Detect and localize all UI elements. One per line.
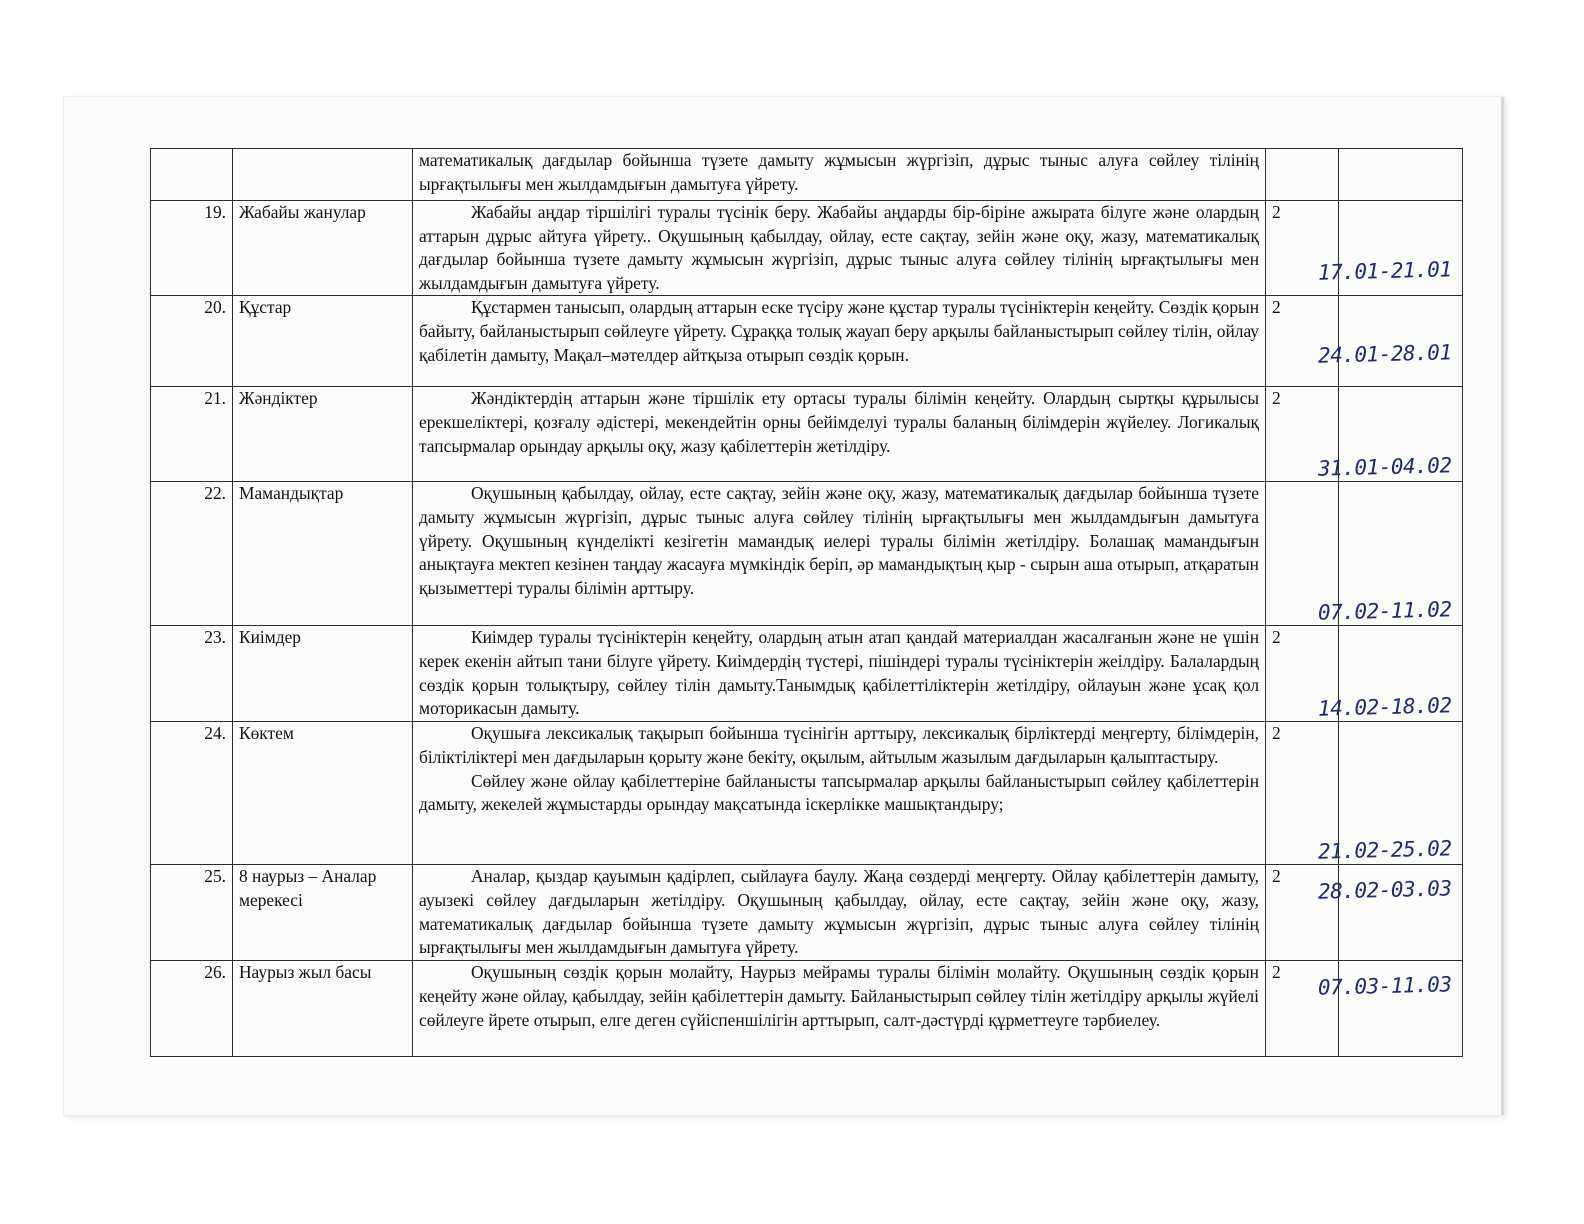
table-row bbox=[151, 149, 1463, 201]
table-row bbox=[151, 961, 1463, 1057]
hours-cell: 2 bbox=[1266, 865, 1339, 961]
table-row bbox=[151, 387, 1463, 482]
hours-cell: 2 bbox=[1266, 387, 1339, 482]
topic-cell: 8 наурыз – Аналар мерекесі bbox=[233, 865, 413, 961]
date-cell bbox=[1318, 201, 1463, 296]
topic-cell: Жәндіктер bbox=[233, 387, 413, 482]
hours-cell: 2 bbox=[1266, 201, 1339, 296]
content-cell bbox=[413, 961, 1266, 1057]
page-edge-shadow bbox=[1501, 97, 1504, 1115]
row-number: 19. bbox=[151, 201, 233, 296]
row-number: 20. bbox=[151, 296, 233, 387]
date-cell bbox=[1318, 482, 1463, 626]
content-cell bbox=[413, 722, 1266, 865]
row-number: 24. bbox=[151, 722, 233, 865]
content-paragraph: Аналар, қыздар қауымын қадірлеп, сыйлауға баулу. Жаңа сөздерді меңгерту. Ойлау қабілеттерін дамыту, ауызекі сөйлеу дағдыларын жетілдіру. Оқушының қабылдау, ойлау, есте сақтау, зейін және оқу, жазу, математикалық дағдылар бойынша түзете дамыту жұмысын жүргізіп, дұрыс тыныс алуға сөйлеу тілінің ырғақтылығы мен жылдамдығын дамытуға үйрету. bbox=[419, 866, 1259, 958]
topic-cell: Құстар bbox=[233, 296, 413, 387]
content-cell bbox=[413, 865, 1266, 961]
handwritten-date: 14.02-18.02 bbox=[1318, 693, 1453, 721]
date-cell bbox=[1318, 961, 1463, 1057]
hours-cell bbox=[1266, 149, 1339, 201]
topic-cell: Жабайы жанулар bbox=[233, 201, 413, 296]
row-number: 26. bbox=[151, 961, 233, 1057]
content-paragraph: Құстармен танысып, олардың аттарын еске түсіру және құстар туралы түсініктерін кеңейту. Сөздік қорын байыту, байланыстырып сөйлеуге үйрету. Сұраққа толық жауап беру арқылы байланыстырып сөйлеу тілін, ойлау қабілетін дамыту, Мақал–мәтелдер айтқыза отырып сөздік қорын. bbox=[419, 297, 1259, 365]
row-number: 22. bbox=[151, 482, 233, 626]
row-number: 23. bbox=[151, 626, 233, 722]
hours-cell: 2 bbox=[1266, 961, 1339, 1057]
topic-cell: Киімдер bbox=[233, 626, 413, 722]
hours-cell: 2 bbox=[1266, 626, 1339, 722]
content-cell bbox=[413, 482, 1266, 626]
content-paragraph: Оқушының қабылдау, ойлау, есте сақтау, зейін және оқу, жазу, математикалық дағдылар бойынша түзете дамыту жұмысын жүргізіп, дұрыс тыныс алуға сөйлеу тілінің ырғақтылығы мен жылдамдығын дамытуға үйрету. Оқушының күнделікті кезігетін мамандық иелері туралы білімін жетілдіру. Болашақ мамандығын анықтауға мектеп кезінен таңдау жасауға мүмкіндік беріп, әр мамандықтың қыр - сырын аша отырып, атқаратын қызыметтері туралы білімін арттыру. bbox=[419, 483, 1259, 598]
content-paragraph: математикалық дағдылар бойынша түзете дамыту жұмысын жүргізіп, дұрыс тыныс алуға сөйлеу тілінің ырғақтылығы мен жылдамдығын дамытуға үйрету. bbox=[419, 150, 1259, 194]
table-row bbox=[151, 482, 1463, 626]
handwritten-date: 07.03-11.03 bbox=[1318, 972, 1453, 1001]
content-cell bbox=[413, 387, 1266, 482]
content-paragraph: Жәндіктердің аттарын және тіршілік ету ортасы туралы білімін кеңейту. Олардың сыртқы құрылысы ерекшеліктері, қозғалу әдістері, мекендейтін орны бейімделуі туралы баланың білімдерін жүйелеу. Логикалық тапсырмалар орындау арқылы оқу, жазу қабілеттерін жетілдіру. bbox=[419, 388, 1259, 456]
content-paragraph: Сөйлеу және ойлау қабілеттеріне байланысты тапсырмалар арқылы байланыстырып сөйлеу қабілеттерін дамыту, жекелей жұмыстарды орындау мақсатында іскерлікке машықтандыру; bbox=[419, 770, 1259, 815]
content-paragraph: Оқушыға лексикалық тақырып бойынша түсінігін арттыру, лексикалық бірліктерді меңгерту, білімдерін, біліктіліктері мен дағдыларын қорыту және бекіту, оқылым, айтылым жазылым дағдыларын қалыптастыру. bbox=[419, 723, 1259, 767]
row-number bbox=[151, 149, 233, 201]
content-cell bbox=[413, 201, 1266, 296]
topic-cell: Мамандықтар bbox=[233, 482, 413, 626]
date-cell bbox=[1318, 387, 1463, 482]
content-cell bbox=[413, 626, 1266, 722]
handwritten-date: 28.02-03.03 bbox=[1318, 876, 1453, 905]
table-row bbox=[151, 201, 1463, 296]
date-cell bbox=[1318, 722, 1463, 865]
table-row bbox=[151, 722, 1463, 865]
topic-cell: Наурыз жыл басы bbox=[233, 961, 413, 1057]
date-cell bbox=[1318, 626, 1463, 722]
topic-cell bbox=[233, 149, 413, 201]
row-number: 25. bbox=[151, 865, 233, 961]
content-cell bbox=[413, 149, 1266, 201]
table-row bbox=[151, 865, 1463, 961]
content-paragraph: Киімдер туралы түсініктерін кеңейту, олардың атын атап қандай материалдан жасалғанын және не үшін керек екенін айтып тани білуге үйрету. Киімдердің түстері, пішіндері туралы түсініктерін жеілдіру. Балалардың сөздік қорын толықтыру, сөйлеу тілін дамыту.Танымдық қабілеттіліктерін жетілдіру, ойлауын және ұсақ қол моторикасын дамыту. bbox=[419, 627, 1259, 719]
table-row bbox=[151, 296, 1463, 387]
date-cell bbox=[1318, 296, 1463, 387]
content-cell bbox=[413, 296, 1266, 387]
handwritten-date: 17.01-21.01 bbox=[1318, 257, 1453, 285]
handwritten-date: 21.02-25.02 bbox=[1318, 836, 1453, 864]
hours-cell: 2 bbox=[1266, 296, 1339, 387]
content-paragraph: Оқушының сөздік қорын молайту, Наурыз мейрамы туралы білімін молайту. Оқушының сөздік қорын кеңейту және ойлау, қабылдау, зейін қабілеттерін дамыту. Байланыстырып сөйлеу тілін жетілдіру арқылы жүйелі сөйлеуге йрете отырып, елге деген сүйіспеншілігін арттырып, салт-дәстүрді құрметтеуге тәрбиелеу. bbox=[419, 962, 1259, 1030]
content-paragraph: Жабайы аңдар тіршілігі туралы түсінік беру. Жабайы аңдарды бір-біріне ажырата білуге және олардың аттарын дұрыс айтуға үйрету.. Оқушының қабылдау, ойлау, есте сақтау, зейін және оқу, жазу, математикалық дағдылар бойынша түзете дамыту жұмысын жүргізіп, дұрыс тыныс алуға сөйлеу тілінің ырғақтылығы мен жылдамдығын дамытуға үйрету. bbox=[419, 202, 1259, 293]
handwritten-date: 24.01-28.01 bbox=[1318, 340, 1453, 368]
table-row bbox=[151, 626, 1463, 722]
handwritten-date: 31.01-04.02 bbox=[1318, 453, 1453, 481]
hours-cell: 2 bbox=[1266, 722, 1339, 865]
row-number: 21. bbox=[151, 387, 233, 482]
topic-cell: Көктем bbox=[233, 722, 413, 865]
lesson-plan-table bbox=[150, 148, 1463, 1057]
date-cell bbox=[1318, 865, 1463, 961]
date-cell bbox=[1339, 149, 1463, 201]
handwritten-date: 07.02-11.02 bbox=[1318, 597, 1453, 625]
